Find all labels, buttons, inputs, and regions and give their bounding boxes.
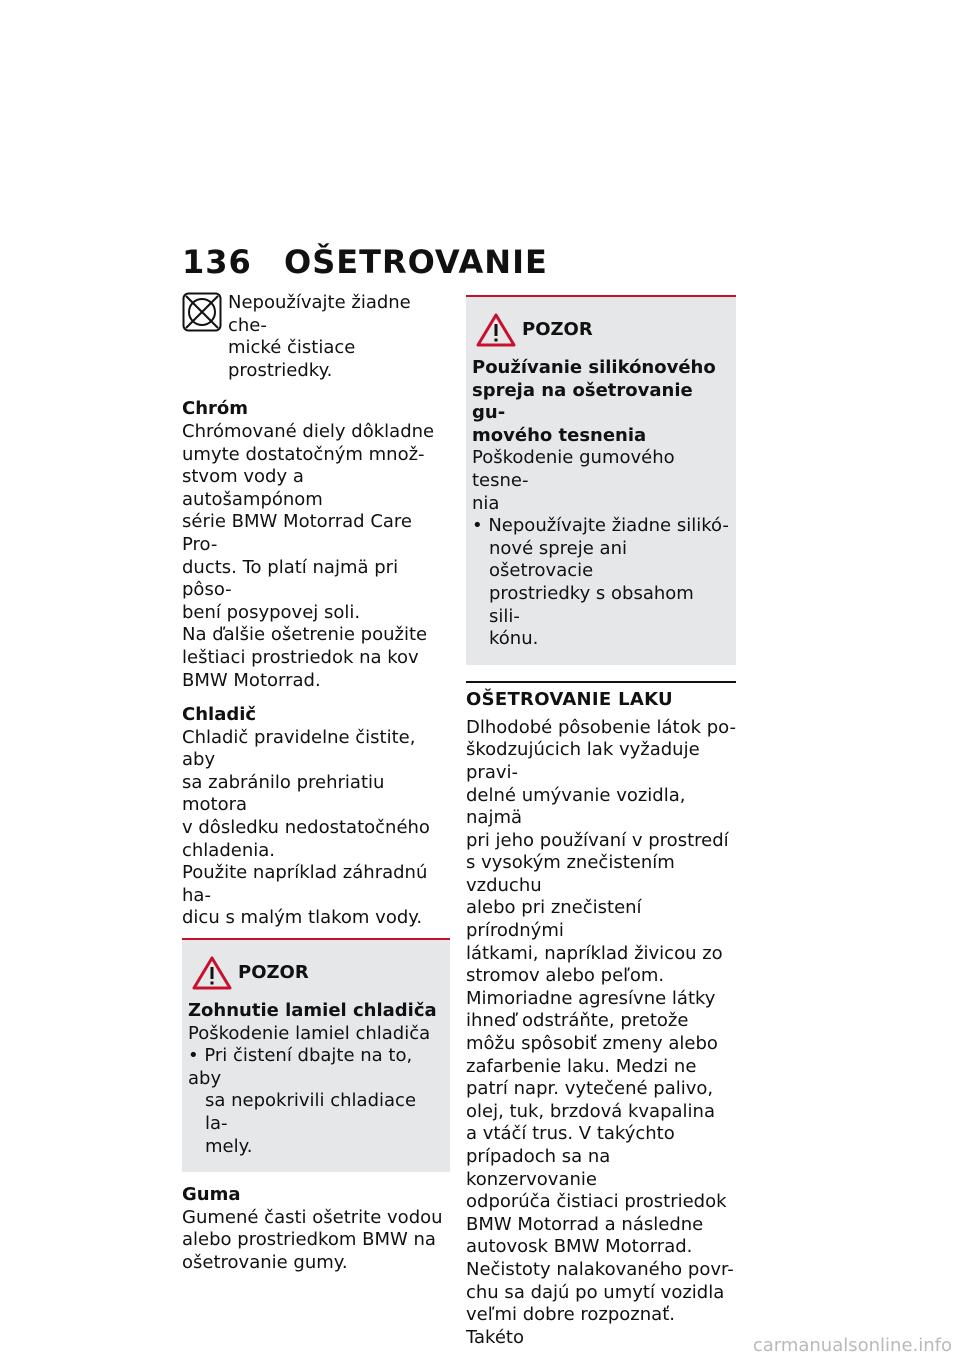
no-chemicals-text <box>228 292 450 382</box>
warning-heading: Zohnutie lamiel chladiča <box>188 1000 437 1022</box>
text-line: mické čistiace prostriedky. <box>228 337 356 381</box>
warning-box-header <box>472 313 730 347</box>
no-chemicals-icon <box>182 292 222 332</box>
bullet-line: • Nepoužívajte žiadne silikó- <box>472 515 729 537</box>
text-line: chu sa dajú po umytí vozidla <box>466 1281 725 1303</box>
text-line: Poškodenie gumového tesne- <box>472 447 675 491</box>
text-line: BMW Motorrad a následne <box>466 1213 704 1235</box>
text-line: Chladič pravidelne čistite, aby <box>182 726 416 771</box>
text-line: chladenia. <box>182 839 275 861</box>
warning-heading: spreja na ošetrovanie gu- <box>472 379 693 424</box>
paint-text <box>466 717 736 1350</box>
text-line: dicu s malým tlakom vody. <box>182 907 423 929</box>
text-line: a vtáčí trus. V takýchto <box>466 1123 675 1145</box>
text-line: Použite napríklad záhradnú ha- <box>182 862 428 906</box>
page-number: 136 <box>182 243 252 281</box>
warning-box-radiator <box>182 938 450 1172</box>
radiator-heading: Chladič <box>182 704 257 726</box>
text-line: môžu spôsobiť zmeny alebo <box>466 1033 718 1055</box>
page-title: OŠETROVANIE <box>284 243 548 281</box>
text-line: patrí napr. vytečené palivo, <box>466 1078 714 1100</box>
text-line: s vysokým znečistením vzduchu <box>466 852 675 896</box>
text-line: BMW Motorrad. <box>182 669 321 691</box>
text-line: stromov alebo peľom. <box>466 965 665 987</box>
text-line: Poškodenie lamiel chladiča <box>188 1022 431 1044</box>
text-line: alebo prostriedkom BMW na <box>182 1229 436 1251</box>
text-line: veľmi dobre rozpoznať. Takéto <box>466 1304 675 1348</box>
bullet-line: sa nepokrivili chladiace la- <box>205 1090 417 1134</box>
watermark: carmanualsonline.info <box>752 1335 952 1356</box>
text-line: Mimoriadne agresívne látky <box>466 987 716 1009</box>
text-line: ošetrovanie gumy. <box>182 1251 348 1273</box>
text-line: prípadoch sa na konzervovanie <box>466 1146 611 1190</box>
warning-heading: Používanie silikónového <box>472 357 716 378</box>
text-line: stvom vody a autošampónom <box>182 466 323 510</box>
rubber-heading: Guma <box>182 1184 241 1206</box>
no-chemicals-note <box>182 292 450 382</box>
warning-heading: mového tesnenia <box>472 424 647 446</box>
text-line: leštiaci prostriedok na kov <box>182 646 419 668</box>
text-line: bení posypovej soli. <box>182 601 361 623</box>
warning-label: POZOR <box>522 318 593 340</box>
warning-box-silicone <box>466 295 736 665</box>
bullet-line: mely. <box>205 1135 253 1157</box>
warning-label: POZOR <box>238 961 309 983</box>
left-column <box>182 292 450 1275</box>
text-line: Gumené časti ošetrite vodou <box>182 1206 443 1228</box>
text-line: nia <box>472 492 500 514</box>
bullet-line: kónu. <box>489 628 539 650</box>
bullet-line: nové spreje ani ošetrovacie <box>489 537 627 582</box>
text-line: ducts. To platí najmä pri pôso- <box>182 556 399 601</box>
text-line: Chrómované diely dôkladne <box>182 420 435 442</box>
warning-box-header <box>188 956 444 990</box>
warning-triangle-icon <box>476 313 516 347</box>
text-line: ihneď odstráňte, pretože <box>466 1010 689 1032</box>
right-column <box>466 295 736 1349</box>
text-line: zafarbenie laku. Medzi ne <box>466 1055 697 1077</box>
chrome-heading: Chróm <box>182 398 249 420</box>
text-line: autovosk BMW Motorrad. <box>466 1236 693 1258</box>
text-line: škodzujúcich lak vyžaduje pravi- <box>466 739 700 783</box>
text-line: alebo pri znečistení prírodnými <box>466 897 642 942</box>
text-line: odporúča čistiaci prostriedok <box>466 1191 727 1213</box>
text-line: série BMW Motorrad Care Pro- <box>182 511 413 555</box>
text-line: Dlhodobé pôsobenie látok po- <box>466 716 736 738</box>
text-line: sa zabránilo prehriatiu motora <box>182 771 385 816</box>
text-line: olej, tuk, brzdová kvapalina <box>466 1100 715 1122</box>
bullet-line: • Pri čistení dbajte na to, aby <box>188 1045 413 1089</box>
text-line: delné umývanie vozidla, najmä <box>466 784 686 829</box>
bullet-line: prostriedky s obsahom sili- <box>489 582 694 627</box>
text-line: Nečistoty nalakovaného povr- <box>466 1258 734 1280</box>
text-line: pri jeho používaní v prostredí <box>466 829 729 851</box>
warning-triangle-icon <box>192 956 232 990</box>
text-line: umyte dostatočným množ- <box>182 443 425 465</box>
text-line: látkami, napríklad živicou zo <box>466 942 723 964</box>
section-title-paint: OŠETROVANIE LAKU <box>466 681 736 713</box>
text-line: Na ďalšie ošetrenie použite <box>182 624 428 646</box>
text-line: v dôsledku nedostatočného <box>182 817 430 839</box>
text-line: Nepoužívajte žiadne che- <box>228 292 411 336</box>
